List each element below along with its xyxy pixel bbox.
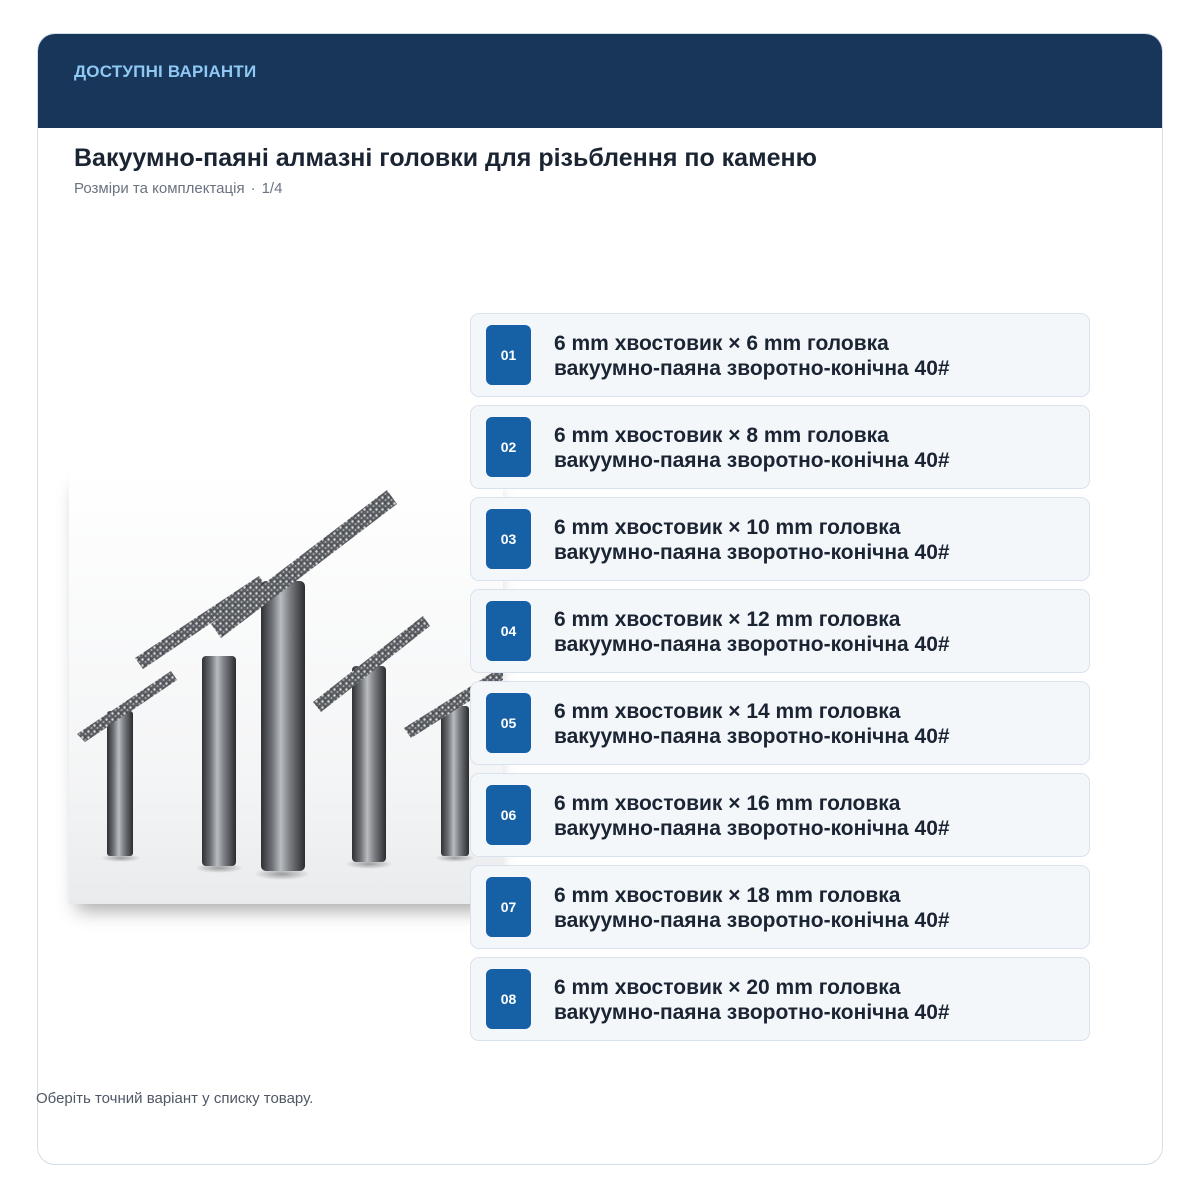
variant-item[interactable] (470, 589, 1090, 673)
variant-size-line: 6 mm хвостовик × 10 mm головка (554, 516, 901, 539)
page-indicator: 1/4 (261, 180, 283, 197)
variant-size-line: 6 mm хвостовик × 20 mm головка (554, 976, 901, 999)
variant-description (554, 607, 950, 657)
variant-size-line: 6 mm хвостовик × 18 mm головка (554, 884, 901, 907)
variant-description (554, 515, 950, 565)
footer-note: Оберіть точний варіант у списку товару. (36, 1090, 314, 1107)
variant-type-line: вакуумно-паяна зворотно-конічна 40# (554, 725, 950, 748)
variant-number-badge: 01 (486, 325, 531, 385)
burr-4-shank (352, 666, 386, 862)
variant-type-line: вакуумно-паяна зворотно-конічна 40# (554, 633, 950, 656)
variant-size-line: 6 mm хвостовик × 6 mm головка (554, 332, 889, 355)
burr-5-shank (441, 706, 469, 856)
subtitle-separator: · (250, 180, 256, 197)
variant-item[interactable] (470, 405, 1090, 489)
variant-type-line: вакуумно-паяна зворотно-конічна 40# (554, 1001, 950, 1024)
variant-type-line: вакуумно-паяна зворотно-конічна 40# (554, 817, 950, 840)
variant-number-badge: 08 (486, 969, 531, 1029)
variant-description (554, 883, 950, 933)
variant-type-line: вакуумно-паяна зворотно-конічна 40# (554, 909, 950, 932)
header-label: ДОСТУПНІ ВАРІАНТИ (74, 62, 257, 81)
variant-description (554, 423, 950, 473)
subtitle-text: Розміри та комплектація (74, 180, 245, 197)
variant-item[interactable] (470, 865, 1090, 949)
variant-size-line: 6 mm хвостовик × 14 mm головка (554, 700, 901, 723)
variant-description (554, 975, 950, 1025)
subtitle (74, 180, 282, 197)
product-title: Вакуумно-паяні алмазні головки для різьблення по каменю (74, 144, 817, 172)
variant-size-line: 6 mm хвостовик × 16 mm головка (554, 792, 901, 815)
burr-3-shank (261, 581, 305, 871)
burr-2-head (135, 576, 266, 669)
variant-description (554, 791, 950, 841)
variant-number-badge: 03 (486, 509, 531, 569)
variant-size-line: 6 mm хвостовик × 12 mm головка (554, 608, 901, 631)
variant-number-badge: 05 (486, 693, 531, 753)
variant-type-line: вакуумно-паяна зворотно-конічна 40# (554, 449, 950, 472)
variant-item[interactable] (470, 957, 1090, 1041)
burr-1-shank (107, 711, 133, 856)
variant-size-line: 6 mm хвостовик × 8 mm головка (554, 424, 889, 447)
variant-type-line: вакуумно-паяна зворотно-конічна 40# (554, 357, 950, 380)
variant-item[interactable] (470, 773, 1090, 857)
variant-item[interactable] (470, 681, 1090, 765)
product-photo (69, 466, 503, 904)
variant-item[interactable] (470, 497, 1090, 581)
variant-number-badge: 04 (486, 601, 531, 661)
variant-number-badge: 07 (486, 877, 531, 937)
variant-number-badge: 02 (486, 417, 531, 477)
variant-item[interactable] (470, 313, 1090, 397)
card-header (38, 34, 1162, 128)
variant-type-line: вакуумно-паяна зворотно-конічна 40# (554, 541, 950, 564)
variant-description (554, 699, 950, 749)
variant-description (554, 331, 950, 381)
burr-2-shank (202, 656, 236, 866)
variant-number-badge: 06 (486, 785, 531, 845)
diamond-burr-set-image (69, 466, 503, 904)
